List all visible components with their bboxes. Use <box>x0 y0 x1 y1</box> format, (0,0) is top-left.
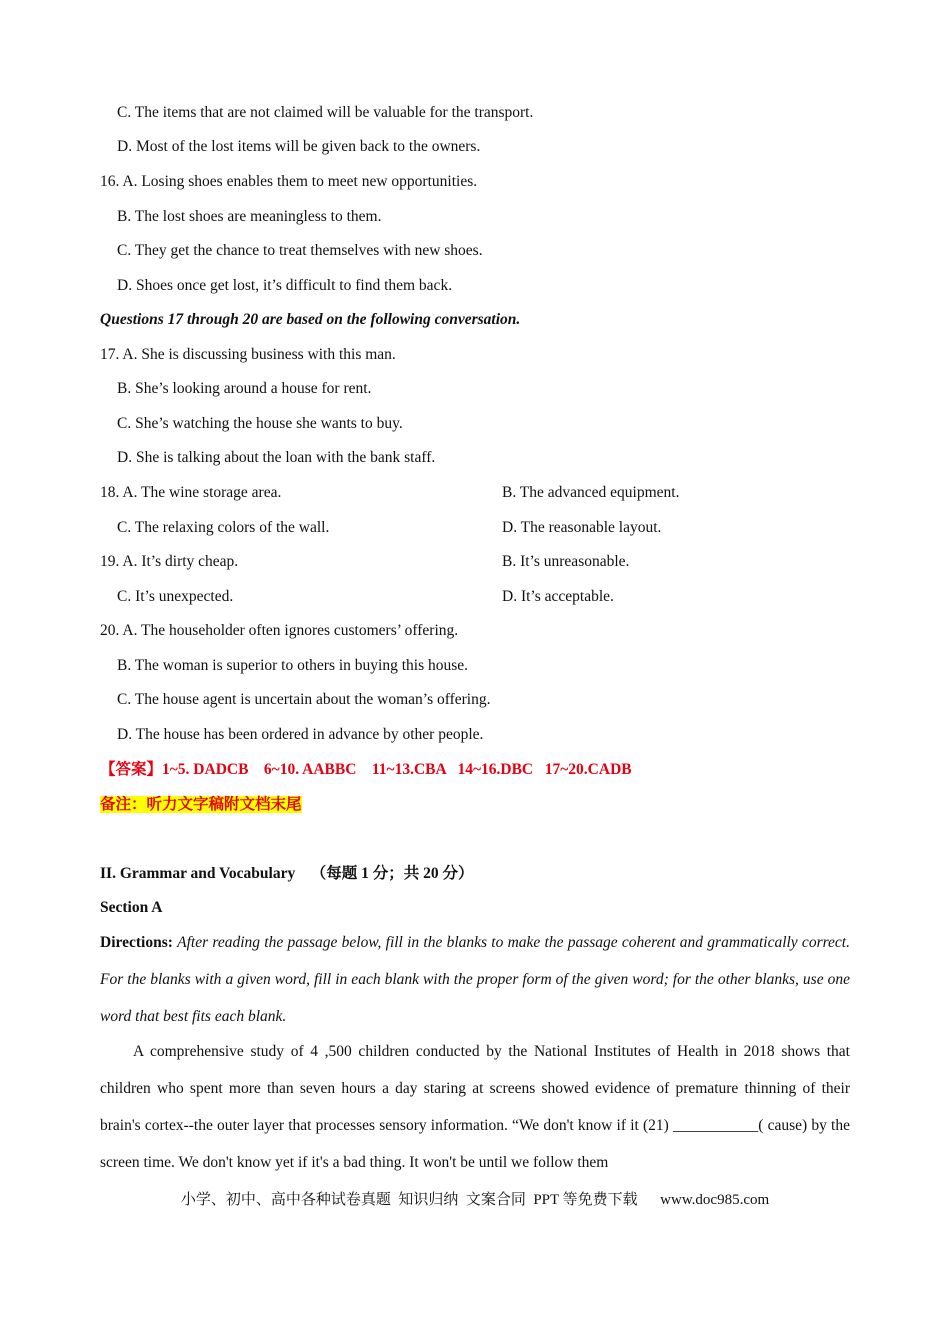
q17-option-c: C. She’s watching the house she wants to buy. <box>117 415 403 432</box>
q19-option-c: C. It’s unexpected. <box>117 588 234 605</box>
q18-option-b: B. The advanced equipment. <box>502 484 680 501</box>
q18-option-d: D. The reasonable layout. <box>502 519 662 536</box>
passage-paragraph: A comprehensive study of 4 ,500 children conducted by the National Institutes of Health in 2018 shows that children who spent more than seven hours a day staring at screens showed evidence of premature thinning of their brain's cortex--the outer layer that processes sensory information. “We don't know if it (21) ___________( cause) by the screen time. We don't know yet if it's a bad thing. It won't be until we follow them <box>100 1043 850 1171</box>
q19-option-b: B. It’s unreasonable. <box>502 553 630 570</box>
grammar-title: II. Grammar and Vocabulary <box>100 865 296 882</box>
q19-option-d: D. It’s acceptable. <box>502 588 614 605</box>
q20-option-b: B. The woman is superior to others in buying this house. <box>117 657 469 674</box>
note-line <box>100 795 302 815</box>
grammar-score: （每题 1 分；共 20 分） <box>310 865 474 882</box>
section-a-label: Section A <box>100 899 163 916</box>
q16-option-c: C. They get the chance to treat themselves with new shoes. <box>117 242 483 259</box>
q20-option-a: 20. A. The householder often ignores customers’ offering. <box>100 622 459 639</box>
answer-key: 【答案】1~5. DADCB 6~10. AABBC 11~13.CBA 14~16.DBC 17~20.CADB <box>100 761 632 778</box>
page-footer: 小学、初中、高中各种试卷真题 知识归纳 文案合同 PPT 等免费下载 www.doc985.com <box>180 1192 770 1208</box>
q20-option-c: C. The house agent is uncertain about the woman’s offering. <box>117 691 491 708</box>
highlighted-note: 备注：听力文字稿附文档末尾 <box>100 796 302 813</box>
directions-text: After reading the passage below, fill in the blanks to make the passage coherent and grammatically correct. For the blanks with a given word, fill in each blank with the proper form of the given word; for the other blanks, use one word that best fits each blank. <box>100 934 850 1025</box>
q18-option-c: C. The relaxing colors of the wall. <box>117 519 330 536</box>
q16-option-a: 16. A. Losing shoes enables them to meet new opportunities. <box>100 173 478 190</box>
q20-option-d: D. The house has been ordered in advance by other people. <box>117 726 484 743</box>
grammar-heading <box>100 864 473 884</box>
q15-option-d: D. Most of the lost items will be given back to the owners. <box>117 138 481 155</box>
q17-option-d: D. She is talking about the loan with the bank staff. <box>117 449 436 466</box>
q17-option-a: 17. A. She is discussing business with this man. <box>100 346 396 363</box>
q15-option-c: C. The items that are not claimed will be valuable for the transport. <box>117 104 534 121</box>
q17-option-b: B. She’s looking around a house for rent. <box>117 380 372 397</box>
q16-option-d: D. Shoes once get lost, it’s difficult to find them back. <box>117 277 453 294</box>
conversation-note: Questions 17 through 20 are based on the following conversation. <box>100 311 521 328</box>
q16-option-b: B. The lost shoes are meaningless to them. <box>117 208 382 225</box>
q18-option-a: 18. A. The wine storage area. <box>100 484 282 501</box>
directions-paragraph <box>100 924 850 1035</box>
directions-label: Directions: <box>100 934 173 951</box>
q19-option-a: 19. A. It’s dirty cheap. <box>100 553 239 570</box>
